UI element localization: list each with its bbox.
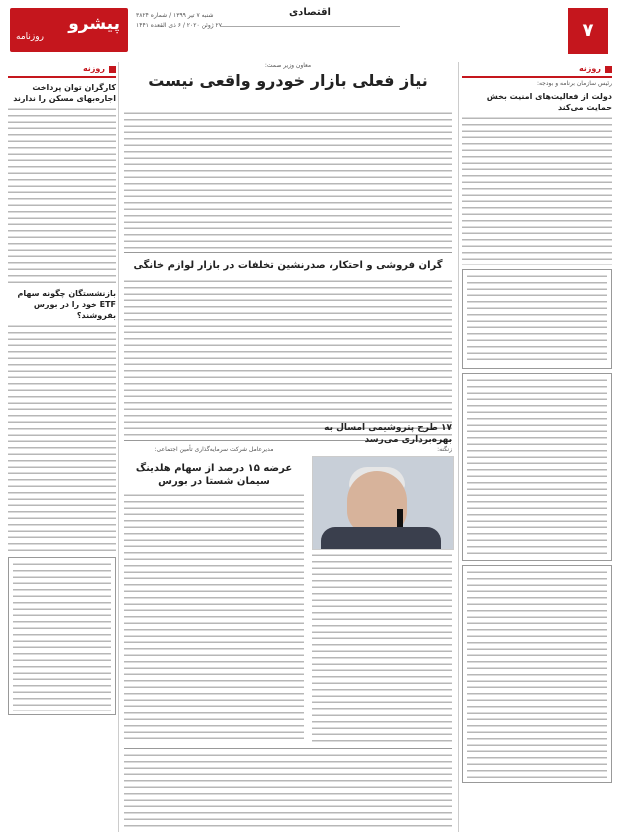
section-title: اقتصادی — [220, 2, 400, 27]
left-story1-title: کارگران توان پرداخت اجاره‌بهای مسکن را ندارند — [13, 83, 116, 103]
right-story1-kicker: رئیس سازمان برنامه و بودجه: — [536, 80, 612, 87]
left-notice-box — [8, 557, 116, 715]
right-story1-title: دولت از فعالیت‌های امنیت بخش حمایت می‌کند — [486, 92, 612, 112]
tag-dot-icon — [109, 66, 116, 73]
story2-title: گران فروشی و احتکار، صدرنشین تخلفات در بازار لوازم خانگی — [133, 260, 443, 271]
story4-kicker: مدیرعامل شرکت سرمایه‌گذاری تأمین اجتماعی: — [154, 446, 274, 453]
bottom-ads — [124, 752, 452, 830]
dateline-1: شنبه ۷ تیر ۱۳۹۹ / شماره ۳۸۲۴ — [136, 12, 214, 19]
right-column-tag-label: روزنه — [578, 64, 601, 73]
left-column-tag-label: روزنه — [82, 64, 105, 73]
story3-photo — [312, 456, 454, 550]
right-box3 — [462, 565, 612, 783]
right-box1 — [462, 269, 612, 369]
story3-title: ۱۷ طرح پتروشیمی امسال به بهره‌برداری می‌رسد — [324, 423, 452, 445]
main-headline — [124, 62, 452, 91]
story3-kicker: زنگنه: — [437, 446, 452, 453]
column-rule — [118, 62, 119, 832]
right-story1-body — [462, 115, 612, 265]
divider — [124, 748, 452, 749]
dateline-2: ۲۷ ژوئن ۲۰۲۰ / ۶ ذی القعده ۱۴۴۱ — [136, 22, 222, 29]
left-story2-title: بازنشستگان چگونه سهام ETF خود را در بورس بفروشند؟ — [17, 289, 116, 320]
left-column-tag — [8, 62, 116, 78]
story4-body — [124, 492, 304, 742]
story2-body — [124, 278, 452, 438]
divider — [124, 252, 452, 253]
photo-mic — [397, 509, 403, 527]
main-kicker: معاون وزیر صمت: — [264, 62, 312, 69]
main-article-body — [124, 110, 452, 250]
left-story2-body — [8, 323, 116, 553]
right-box2 — [462, 373, 612, 561]
brand-sub: روزنامه — [16, 32, 44, 42]
story4-title: عرضه ۱۵ درصد از سهام هلدینگ سیمان شستا در بورس — [135, 463, 293, 487]
right-column-tag — [462, 62, 612, 78]
main-title: نیاز فعلی بازار خودرو واقعی نیست — [148, 71, 428, 90]
page-header — [0, 0, 620, 62]
left-column — [8, 62, 116, 715]
page-number: ۷ — [568, 8, 608, 54]
right-column — [462, 62, 612, 783]
brand-name: پیشرو — [68, 14, 120, 34]
story3-body — [312, 552, 452, 742]
newspaper-logo — [10, 8, 128, 52]
left-story1-body — [8, 106, 116, 284]
column-rule — [458, 62, 459, 832]
tag-dot-icon — [605, 66, 612, 73]
photo-suit — [321, 527, 441, 550]
